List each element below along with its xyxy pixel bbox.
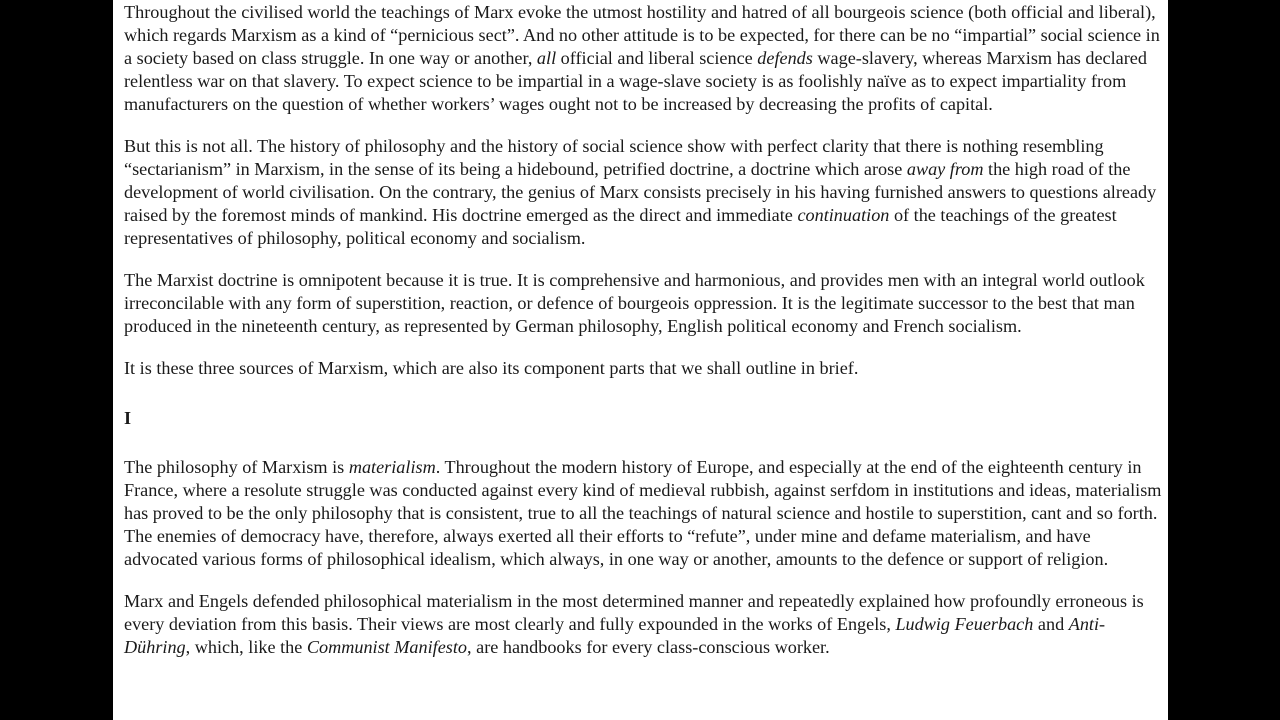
paragraph: Marx and Engels defended philosophical materialism in the most determined manner and repeatedly explained how profoundly erroneous is every deviation from this basis. Their views are most clearly and fully expounded in the works of Engels, Ludwig Feuerbach and Anti-Dühring, which, like the Communist Manifesto, are handbooks for every class-conscious worker. [124, 591, 1144, 657]
paragraph: The philosophy of Marxism is materialism. Throughout the modern history of Europe, and especially at the end of the eighteenth century in France, where a resolute struggle was conducted against every kind of medieval rubbish, against serfdom in institutions and ideas, materialism has proved to be the only philosophy that is consistent, true to all the teachings of natural science and hostile to superstition, cant and so forth. The enemies of democracy have, therefore, always exerted all their efforts to “refute”, under mine and defame materialism, and have advocated various forms of philosophical idealism, which always, in one way or another, amounts to the defence or support of religion. [124, 457, 1162, 569]
paragraph: Throughout the civilised world the teachings of Marx evoke the utmost hostility and hatred of all bourgeois science (both official and liberal), which regards Marxism as a kind of “pernicious sect”. And no other attitude is to be expected, for there can be no “impartial” social science in a society based on class struggle. In one way or another, all official and liberal science defends wage-slavery, whereas Marxism has declared relentless war on that slavery. To expect science to be impartial in a wage-slave society is as foolishly naïve as to expect impartiality from manufacturers on the question of whether workers’ wages ought not to be increased by decreasing the profits of capital. [124, 2, 1160, 114]
section-heading: I [124, 408, 132, 428]
paragraph: But this is not all. The history of philosophy and the history of social science show with perfect clarity that there is nothing resembling “sectarianism” in Marxism, in the sense of its being a hidebound, petrified doctrine, a doctrine which arose away from the high road of the development of world civilisation. On the contrary, the genius of Marx consists precisely in his having furnished answers to questions already raised by the foremost minds of mankind. His doctrine emerged as the direct and immediate continuation of the teachings of the greatest representatives of philosophy, political economy and socialism. [124, 136, 1157, 248]
paragraph: It is these three sources of Marxism, which are also its component parts that we shall outline in brief. [124, 358, 859, 378]
paragraph: The Marxist doctrine is omnipotent because it is true. It is comprehensive and harmonious, and provides men with an integral world outlook irreconcilable with any form of superstition, reaction, or defence of bourgeois oppression. It is the legitimate successor to the best that man produced in the nineteenth century, as represented by German philosophy, English political economy and French socialism. [124, 270, 1145, 336]
article-body [124, 1, 1168, 659]
document-page [113, 0, 1168, 720]
